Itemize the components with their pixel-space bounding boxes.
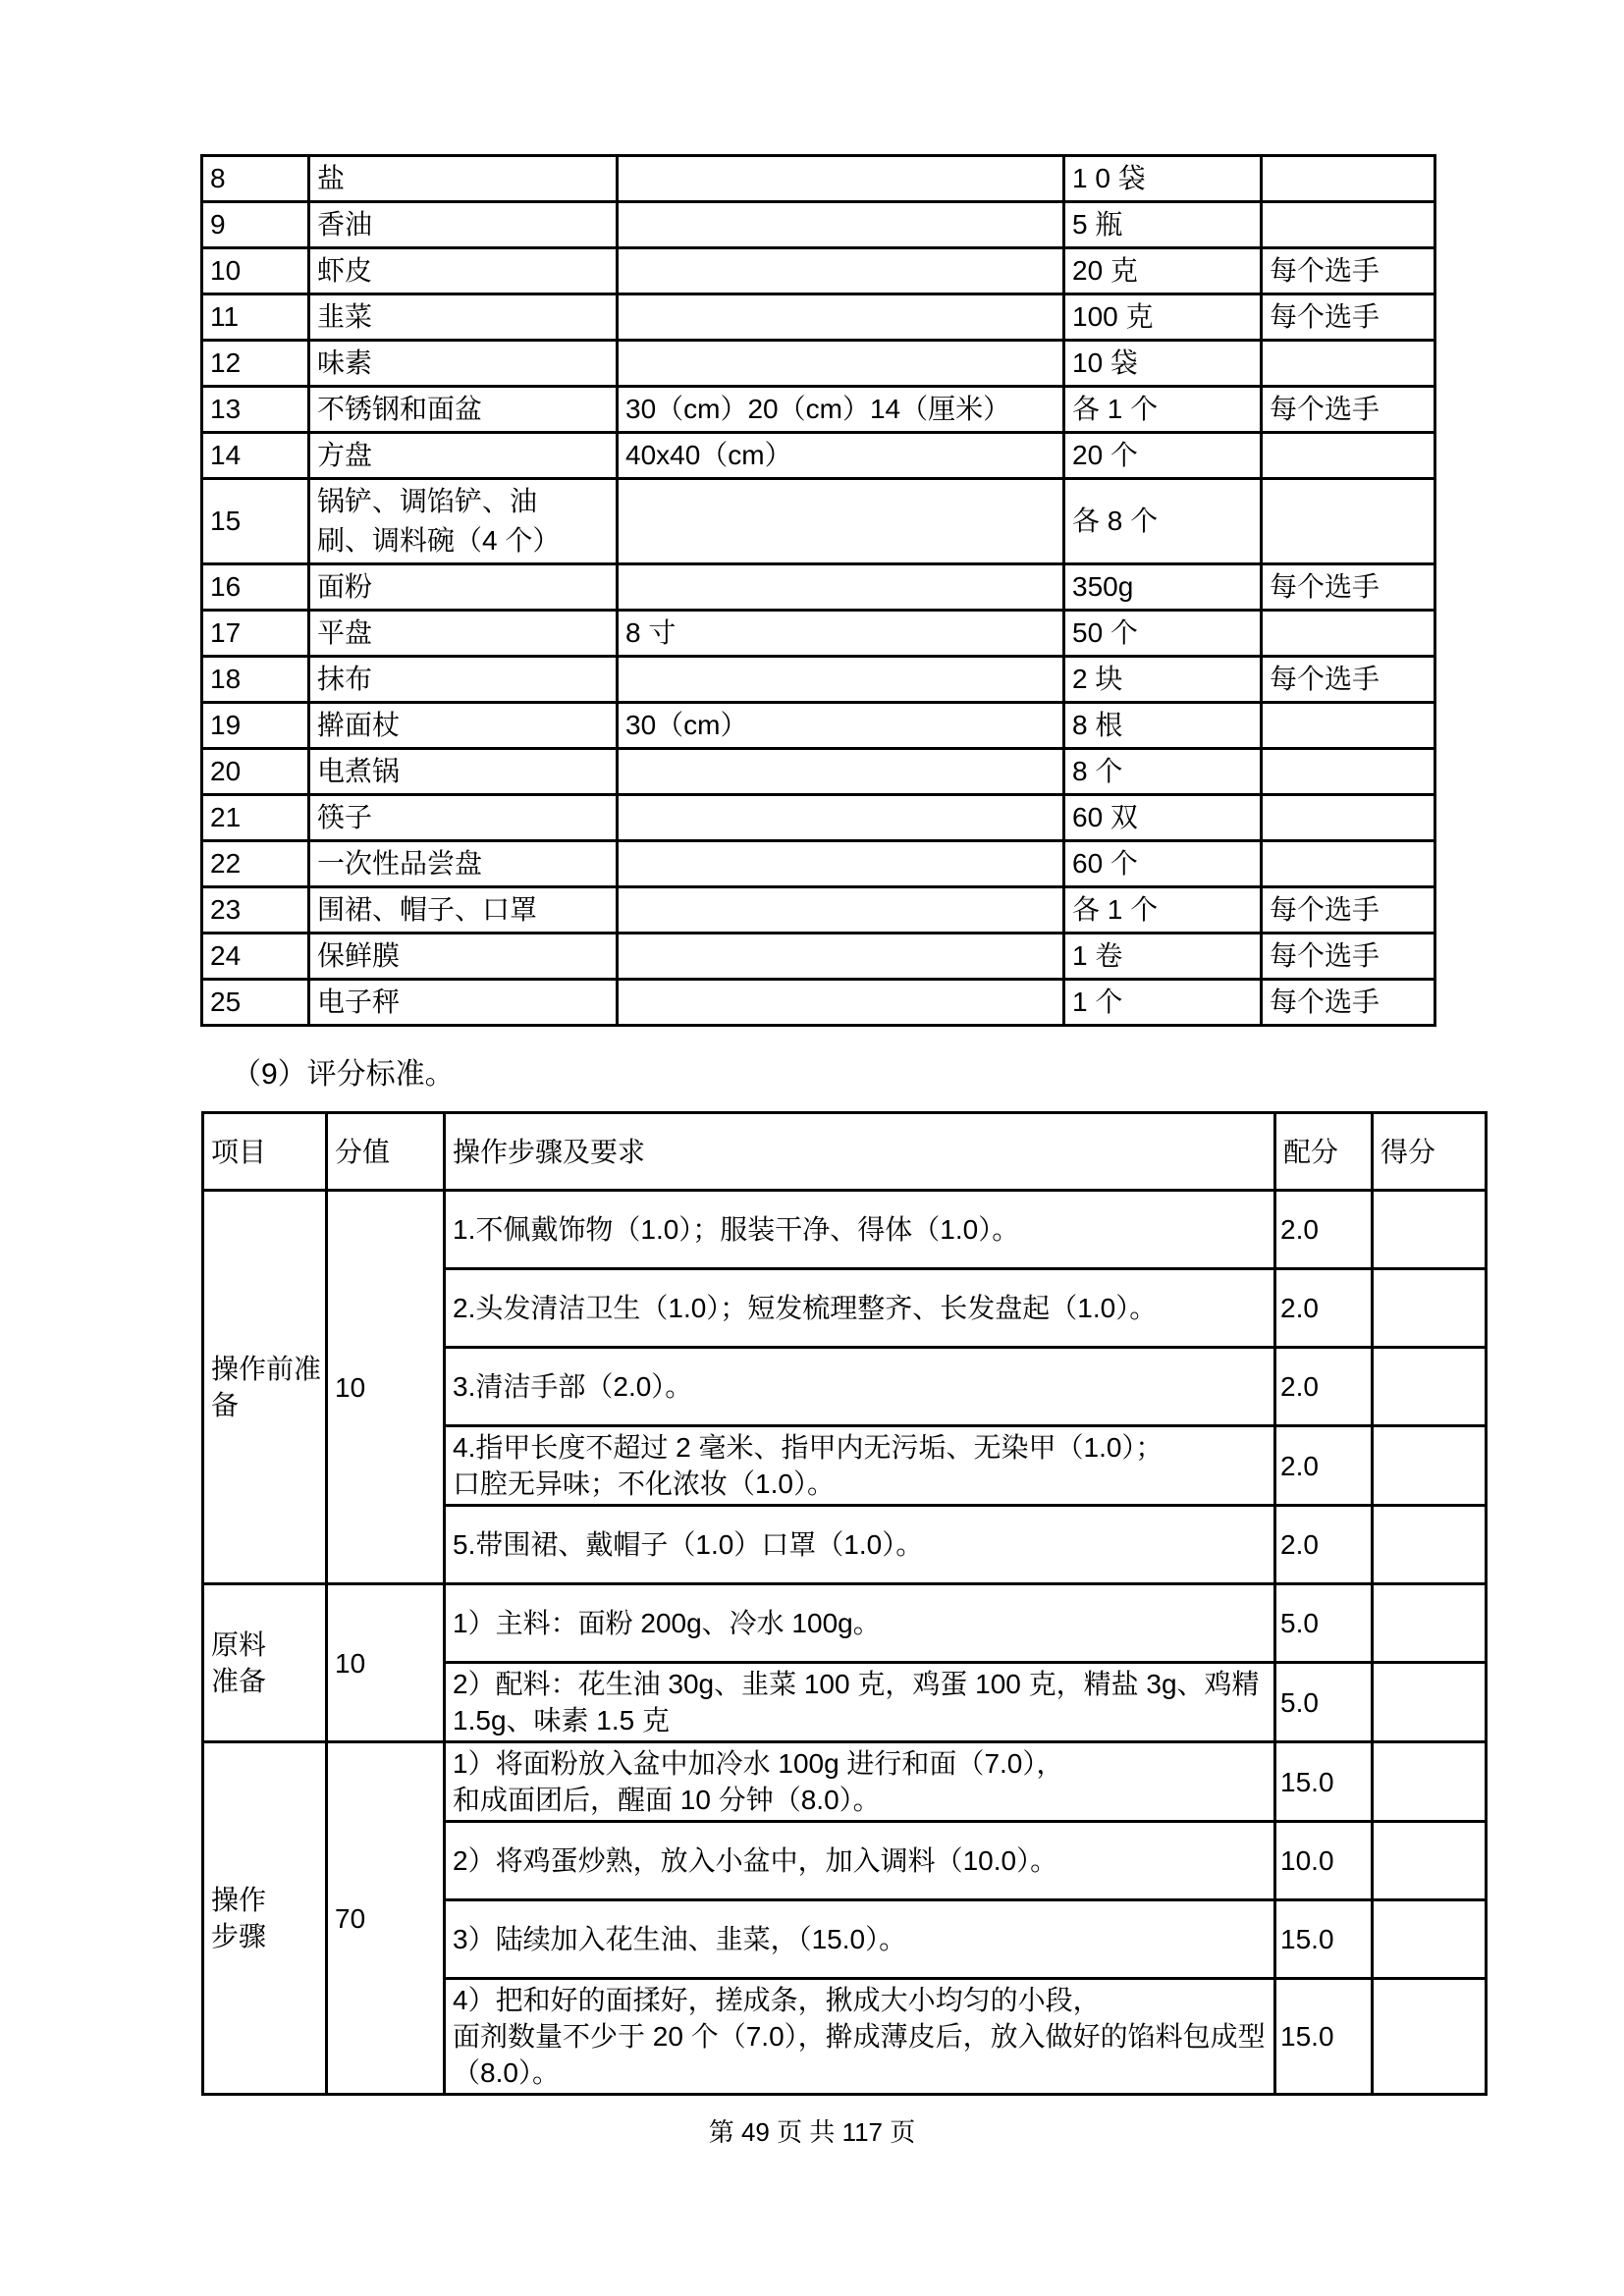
supplies-cell-spec: [618, 433, 1064, 479]
supplies-cell-name: [309, 611, 618, 657]
supplies-cell-note: [1262, 202, 1435, 248]
scoring-cell-allocated: 10.0: [1275, 1822, 1373, 1900]
scoring-cell-allocated: 5.0: [1275, 1663, 1373, 1742]
supplies-cell-number: 23: [202, 887, 309, 934]
scoring-cell-score: 70: [327, 1742, 445, 2095]
text-line: 每个选手: [1270, 301, 1380, 332]
supplies-cell-name: [309, 795, 618, 841]
supplies-row: [202, 294, 1435, 341]
text-line: 每个选手: [1270, 987, 1380, 1017]
text-line: 平盘: [317, 617, 373, 648]
text-line: 30（cm）20（cm）14（厘米）: [625, 394, 1011, 424]
supplies-cell-number: 18: [202, 657, 309, 703]
supplies-cell-number: 19: [202, 703, 309, 749]
text-line: 5 瓶: [1072, 209, 1123, 240]
supplies-cell-number: 10: [202, 248, 309, 294]
text-line: 面剂数量不少于 20 个（7.0），擀成薄皮后，放入做好的馅料包成型: [453, 2021, 1266, 2052]
scoring-cell-gained: [1373, 1348, 1487, 1426]
supplies-row: [202, 887, 1435, 934]
supplies-row: [202, 387, 1435, 433]
text-line: 步骤: [211, 1921, 267, 1951]
supplies-cell-name: [309, 479, 618, 564]
supplies-cell-name: [309, 564, 618, 611]
scoring-cell-description: [445, 1584, 1275, 1663]
text-line: 1）将面粉放入盆中加冷水 100g 进行和面（7.0），: [453, 1748, 1064, 1779]
scoring-cell-description: [445, 1269, 1275, 1348]
scoring-row: [203, 1191, 1487, 1269]
supplies-cell-number: 9: [202, 202, 309, 248]
supplies-cell-spec: [618, 980, 1064, 1026]
scoring-cell-allocated: 2.0: [1275, 1426, 1373, 1506]
scoring-cell-description: [445, 1426, 1275, 1506]
supplies-cell-quantity: [1064, 980, 1262, 1026]
text-line: 1 0 袋: [1072, 163, 1146, 193]
supplies-row: [202, 611, 1435, 657]
text-line: 1 卷: [1072, 940, 1123, 971]
supplies-cell-number: 13: [202, 387, 309, 433]
supplies-cell-number: 22: [202, 841, 309, 887]
text-line: （8.0）。: [453, 2057, 560, 2088]
text-line: 40x40（cm）: [625, 440, 792, 470]
supplies-cell-note: [1262, 657, 1435, 703]
supplies-cell-number: 25: [202, 980, 309, 1026]
scoring-cell-description: [445, 1191, 1275, 1269]
supplies-cell-name: [309, 202, 618, 248]
supplies-row: [202, 703, 1435, 749]
supplies-cell-spec: [618, 294, 1064, 341]
supplies-cell-quantity: [1064, 795, 1262, 841]
supplies-cell-spec: [618, 841, 1064, 887]
supplies-cell-quantity: [1064, 479, 1262, 564]
text-line: 每个选手: [1270, 255, 1380, 286]
text-line: 60 双: [1072, 802, 1138, 832]
text-line: 电煮锅: [317, 756, 401, 786]
supplies-cell-spec: [618, 703, 1064, 749]
scoring-cell-gained: [1373, 1663, 1487, 1742]
supplies-cell-note: [1262, 294, 1435, 341]
text-line: 面粉: [317, 571, 373, 602]
supplies-cell-note: [1262, 387, 1435, 433]
scoring-cell-description: [445, 1348, 1275, 1426]
supplies-cell-spec: [618, 248, 1064, 294]
text-line: 擀面杖: [317, 710, 401, 740]
scoring-cell-allocated: 2.0: [1275, 1348, 1373, 1426]
scoring-table-body: [203, 1113, 1487, 2095]
text-line: 20 个: [1072, 440, 1138, 470]
text-line: 4）把和好的面揉好，搓成条，揪成大小均匀的小段，: [453, 1985, 1101, 2015]
scoring-cell-description: [445, 1822, 1275, 1900]
text-line: 每个选手: [1270, 894, 1380, 925]
scoring-cell-gained: [1373, 1742, 1487, 1822]
text-line: 锅铲、调馅铲、油: [317, 486, 538, 516]
text-line: 保鲜膜: [317, 940, 401, 971]
supplies-cell-note: [1262, 611, 1435, 657]
scoring-cell-gained: [1373, 1822, 1487, 1900]
page-number-footer: 第 49 页 共 117 页: [708, 2117, 916, 2147]
supplies-cell-note: [1262, 479, 1435, 564]
text-line: 8 根: [1072, 710, 1123, 740]
text-line: 虾皮: [317, 255, 373, 286]
section-heading: （9）评分标准。: [232, 1058, 455, 1091]
supplies-cell-note: [1262, 248, 1435, 294]
text-line: 2）配料：花生油 30g、韭菜 100 克，鸡蛋 100 克，精盐 3g、鸡精: [453, 1669, 1260, 1699]
supplies-cell-quantity: [1064, 841, 1262, 887]
text-line: 味素: [317, 347, 373, 378]
supplies-table-body: [202, 156, 1435, 1026]
supplies-row: [202, 341, 1435, 387]
scoring-cell-allocated: 5.0: [1275, 1584, 1373, 1663]
supplies-cell-number: 21: [202, 795, 309, 841]
text-line: 每个选手: [1270, 664, 1380, 694]
text-line: 每个选手: [1270, 394, 1380, 424]
supplies-cell-spec: [618, 749, 1064, 795]
supplies-cell-spec: [618, 341, 1064, 387]
supplies-cell-note: [1262, 795, 1435, 841]
supplies-table: [200, 154, 1436, 1027]
supplies-cell-note: [1262, 841, 1435, 887]
supplies-cell-number: 15: [202, 479, 309, 564]
supplies-cell-name: [309, 294, 618, 341]
supplies-cell-spec: [618, 887, 1064, 934]
supplies-cell-name: [309, 703, 618, 749]
supplies-cell-name: [309, 156, 618, 202]
text-line: 筷子: [317, 802, 373, 832]
text-line: 60 个: [1072, 848, 1138, 879]
text-line: 1）主料：面粉 200g、冷水 100g。: [453, 1608, 881, 1638]
supplies-cell-quantity: [1064, 749, 1262, 795]
text-line: 10 袋: [1072, 347, 1138, 378]
text-line: 2 块: [1072, 664, 1123, 694]
supplies-cell-spec: [618, 156, 1064, 202]
supplies-cell-quantity: [1064, 657, 1262, 703]
text-line: 刷、调料碗（4 个）: [317, 525, 561, 556]
text-line: 30（cm）: [625, 710, 748, 740]
scoring-header-col-steps: 操作步骤及要求: [445, 1113, 1275, 1191]
supplies-row: [202, 934, 1435, 980]
text-line: 口腔无异味；不化浓妆（1.0）。: [453, 1468, 835, 1499]
text-line: 原料: [211, 1629, 267, 1660]
supplies-cell-note: [1262, 887, 1435, 934]
scoring-header-col-score: 分值: [327, 1113, 445, 1191]
text-line: 1 个: [1072, 987, 1123, 1017]
scoring-cell-gained: [1373, 1506, 1487, 1584]
text-line: 韭菜: [317, 301, 373, 332]
scoring-cell-gained: [1373, 1426, 1487, 1506]
scoring-cell-description: [445, 1506, 1275, 1584]
supplies-cell-note: [1262, 749, 1435, 795]
supplies-cell-spec: [618, 795, 1064, 841]
supplies-cell-note: [1262, 156, 1435, 202]
text-line: 50 个: [1072, 617, 1138, 648]
text-line: 20 克: [1072, 255, 1138, 286]
supplies-row: [202, 657, 1435, 703]
supplies-cell-quantity: [1064, 202, 1262, 248]
supplies-cell-name: [309, 749, 618, 795]
supplies-cell-quantity: [1064, 934, 1262, 980]
text-line: 和成面团后，醒面 10 分钟（8.0）。: [453, 1785, 881, 1815]
scoring-cell-allocated: 15.0: [1275, 1979, 1373, 2095]
supplies-cell-quantity: [1064, 248, 1262, 294]
supplies-cell-quantity: [1064, 433, 1262, 479]
supplies-cell-note: [1262, 703, 1435, 749]
supplies-row: [202, 479, 1435, 564]
text-line: 5.带围裙、戴帽子（1.0）口罩（1.0）。: [453, 1529, 924, 1560]
scoring-cell-gained: [1373, 1584, 1487, 1663]
supplies-cell-name: [309, 657, 618, 703]
scoring-cell-allocated: 2.0: [1275, 1269, 1373, 1348]
scoring-cell-description: [445, 1663, 1275, 1742]
scoring-cell-gained: [1373, 1979, 1487, 2095]
supplies-cell-number: 11: [202, 294, 309, 341]
scoring-cell-allocated: 2.0: [1275, 1506, 1373, 1584]
supplies-cell-note: [1262, 341, 1435, 387]
supplies-cell-name: [309, 433, 618, 479]
supplies-cell-number: 12: [202, 341, 309, 387]
supplies-cell-quantity: [1064, 294, 1262, 341]
supplies-cell-number: 20: [202, 749, 309, 795]
scoring-header-col-item: 项目: [203, 1113, 327, 1191]
scoring-header-col-allocated: 配分: [1275, 1113, 1373, 1191]
scoring-cell-allocated: 15.0: [1275, 1742, 1373, 1822]
supplies-row: [202, 433, 1435, 479]
scoring-cell-description: [445, 1742, 1275, 1822]
text-line: 一次性品尝盘: [317, 848, 483, 879]
supplies-cell-spec: [618, 611, 1064, 657]
scoring-cell-item: [203, 1584, 327, 1742]
supplies-row: [202, 795, 1435, 841]
scoring-cell-gained: [1373, 1900, 1487, 1979]
supplies-row: [202, 156, 1435, 202]
text-line: 各 8 个: [1072, 506, 1159, 536]
scoring-row: [203, 1742, 1487, 1822]
text-line: 350g: [1072, 571, 1134, 602]
supplies-cell-quantity: [1064, 887, 1262, 934]
text-line: 方盘: [317, 440, 373, 470]
supplies-cell-name: [309, 248, 618, 294]
scoring-header-row: [203, 1113, 1487, 1191]
supplies-cell-number: 8: [202, 156, 309, 202]
supplies-cell-name: [309, 980, 618, 1026]
supplies-row: [202, 248, 1435, 294]
supplies-cell-quantity: [1064, 703, 1262, 749]
text-line: 操作: [211, 1885, 267, 1915]
supplies-row: [202, 841, 1435, 887]
supplies-cell-spec: [618, 564, 1064, 611]
supplies-cell-note: [1262, 934, 1435, 980]
supplies-cell-quantity: [1064, 564, 1262, 611]
text-line: 3.清洁手部（2.0）。: [453, 1371, 693, 1402]
text-line: 各 1 个: [1072, 394, 1159, 424]
supplies-cell-number: 14: [202, 433, 309, 479]
text-line: 3）陆续加入花生油、韭菜，（15.0）。: [453, 1924, 907, 1954]
scoring-row: [203, 1584, 1487, 1663]
scoring-header-col-gained: 得分: [1373, 1113, 1487, 1191]
text-line: 4.指甲长度不超过 2 毫米、指甲内无污垢、无染甲（1.0）；: [453, 1432, 1164, 1463]
supplies-cell-quantity: [1064, 156, 1262, 202]
text-line: 每个选手: [1270, 571, 1380, 602]
text-line: 1.5g、味素 1.5 克: [453, 1705, 670, 1735]
text-line: 电子秤: [317, 987, 401, 1017]
supplies-row: [202, 202, 1435, 248]
text-line: 备: [211, 1390, 240, 1420]
text-line: 抹布: [317, 664, 373, 694]
text-line: 各 1 个: [1072, 894, 1159, 925]
supplies-cell-name: [309, 934, 618, 980]
supplies-row: [202, 564, 1435, 611]
supplies-cell-name: [309, 887, 618, 934]
supplies-cell-note: [1262, 433, 1435, 479]
scoring-cell-description: [445, 1979, 1275, 2095]
scoring-cell-allocated: 15.0: [1275, 1900, 1373, 1979]
scoring-cell-description: [445, 1900, 1275, 1979]
scoring-cell-item: [203, 1191, 327, 1584]
supplies-cell-name: [309, 341, 618, 387]
text-line: 操作前准: [211, 1354, 322, 1384]
scoring-cell-score: 10: [327, 1191, 445, 1584]
supplies-cell-note: [1262, 980, 1435, 1026]
scoring-cell-allocated: 2.0: [1275, 1191, 1373, 1269]
supplies-cell-quantity: [1064, 341, 1262, 387]
supplies-cell-number: 16: [202, 564, 309, 611]
scoring-cell-item: [203, 1742, 327, 2095]
supplies-cell-note: [1262, 564, 1435, 611]
text-line: 香油: [317, 209, 373, 240]
scoring-cell-gained: [1373, 1191, 1487, 1269]
text-line: 8 寸: [625, 617, 677, 648]
supplies-row: [202, 749, 1435, 795]
supplies-cell-spec: [618, 934, 1064, 980]
supplies-cell-number: 17: [202, 611, 309, 657]
text-line: 围裙、帽子、口罩: [317, 894, 538, 925]
scoring-table: [201, 1111, 1488, 2096]
supplies-cell-spec: [618, 387, 1064, 433]
scoring-cell-gained: [1373, 1269, 1487, 1348]
supplies-cell-name: [309, 387, 618, 433]
supplies-cell-spec: [618, 479, 1064, 564]
supplies-cell-spec: [618, 202, 1064, 248]
text-line: 盐: [317, 163, 346, 193]
text-line: 每个选手: [1270, 940, 1380, 971]
text-line: 2）将鸡蛋炒熟，放入小盆中，加入调料（10.0）。: [453, 1845, 1058, 1876]
supplies-cell-number: 24: [202, 934, 309, 980]
text-line: 不锈钢和面盆: [317, 394, 483, 424]
supplies-cell-spec: [618, 657, 1064, 703]
supplies-row: [202, 980, 1435, 1026]
supplies-cell-quantity: [1064, 611, 1262, 657]
supplies-cell-quantity: [1064, 387, 1262, 433]
text-line: 100 克: [1072, 301, 1154, 332]
text-line: 8 个: [1072, 756, 1123, 786]
text-line: 2.头发清洁卫生（1.0）；短发梳理整齐、长发盘起（1.0）。: [453, 1293, 1158, 1323]
text-line: 1.不佩戴饰物（1.0）；服装干净、得体（1.0）。: [453, 1214, 1020, 1245]
supplies-cell-name: [309, 841, 618, 887]
text-line: 准备: [211, 1666, 267, 1696]
scoring-cell-score: 10: [327, 1584, 445, 1742]
